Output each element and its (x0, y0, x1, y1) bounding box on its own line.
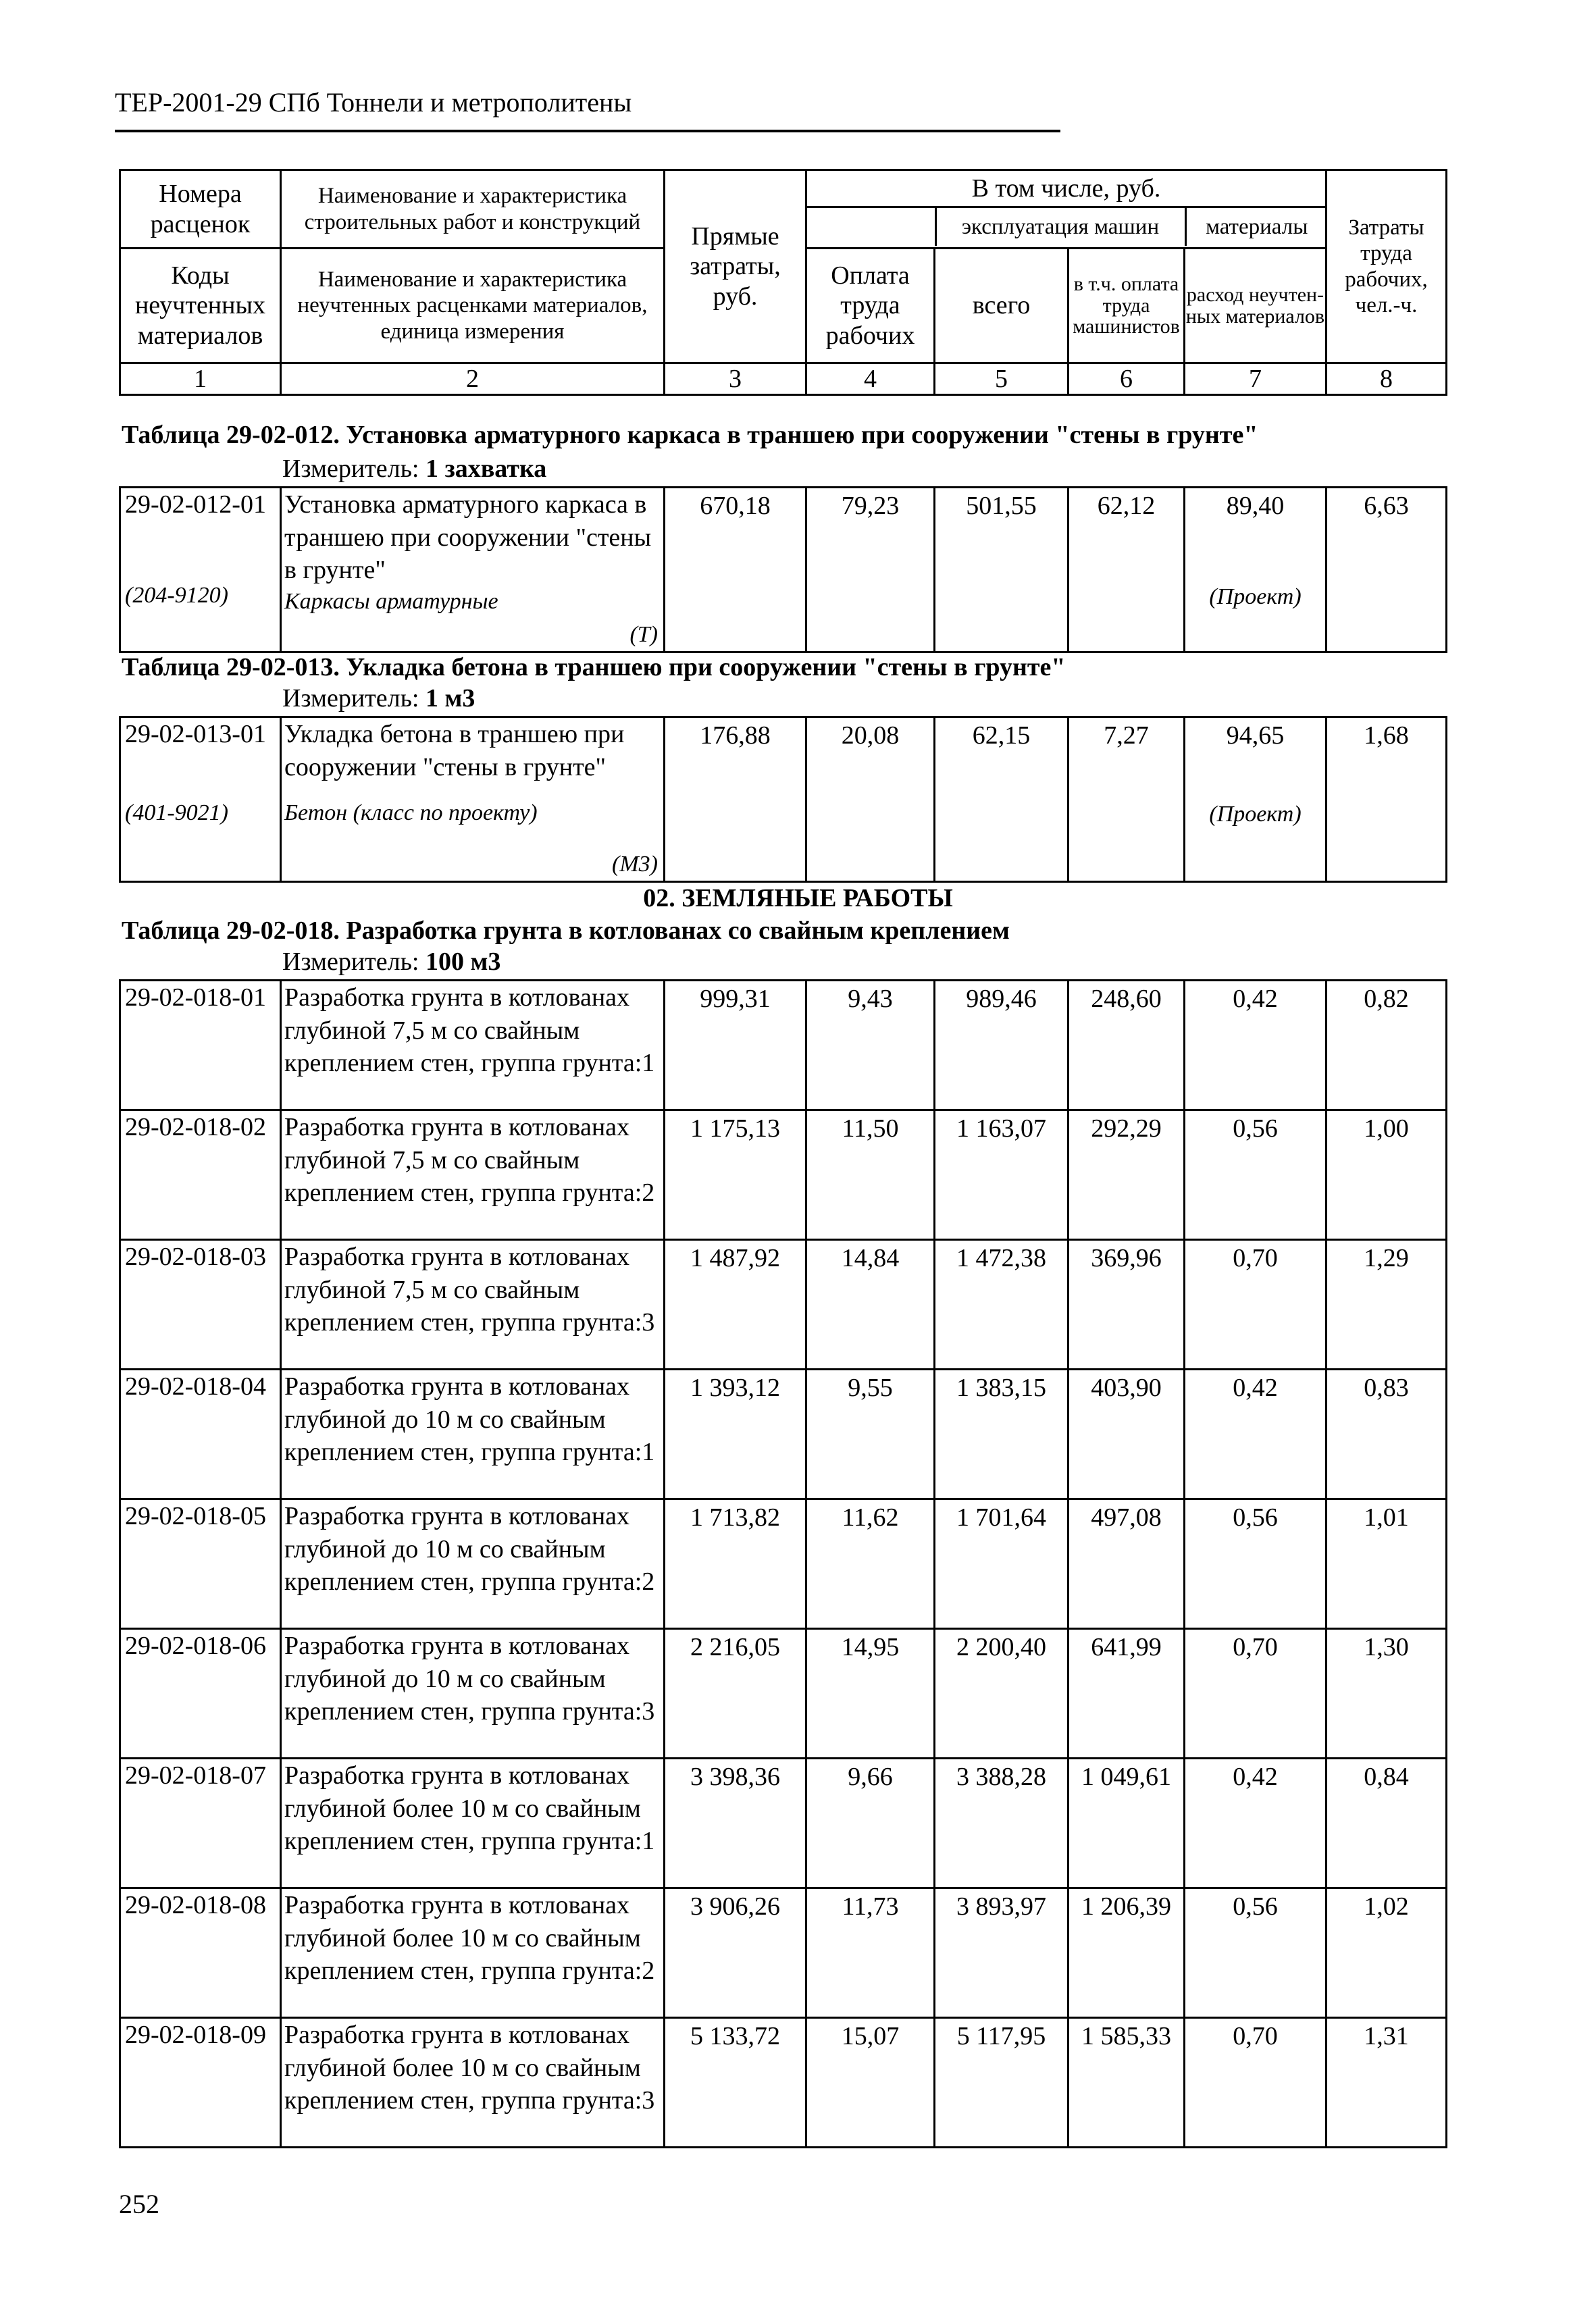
row-description: Разработка грунта в котлованах глубиной более 10 м со свайным креплением стен, группа грунта:2 (281, 1888, 665, 2018)
section-title: 02. ЗЕМЛЯНЫЕ РАБОТЫ (643, 884, 953, 912)
row-code: 29-02-018-04 (120, 1370, 281, 1499)
machinist-pay: 497,08 (1069, 1499, 1185, 1629)
labor-hours: 1,68 (1327, 717, 1447, 882)
direct-cost: 999,31 (665, 981, 806, 1110)
machine-total: 62,15 (935, 717, 1069, 882)
materials-value: 0,56 (1185, 1110, 1327, 1240)
machinist-pay: 248,60 (1069, 981, 1185, 1110)
materials-value: 89,40 (1226, 492, 1285, 520)
header-col5: всего (935, 249, 1069, 363)
row-description: Разработка грунта в котлованах глубиной 7,5 м со свайным креплением стен, группа грунта:3 (281, 1240, 665, 1370)
header-num-7: 7 (1185, 363, 1327, 395)
row-description: Разработка грунта в котлованах глубиной 7,5 м со свайным креплением стен, группа грунта:1 (281, 981, 665, 1110)
table-row (120, 2018, 1447, 2148)
header-col2-top: Наименование и характеристика строительных работ и конструкций (281, 170, 665, 249)
machine-total: 3 388,28 (935, 1759, 1069, 1888)
materials-value: 0,70 (1185, 2018, 1327, 2148)
header-num-4: 4 (806, 363, 935, 395)
machinist-pay: 1 049,61 (1069, 1759, 1185, 1888)
table-row (120, 1370, 1447, 1499)
header-num-6: 6 (1069, 363, 1185, 395)
table-018-measure: Измеритель: 100 м3 (282, 948, 501, 976)
header-col1-top: Номера расценок (120, 170, 281, 249)
machine-total: 1 701,64 (935, 1499, 1069, 1629)
row-code: 29-02-018-07 (120, 1759, 281, 1888)
material-code: (401-9021) (125, 800, 228, 825)
machine-total: 3 893,97 (935, 1888, 1069, 2018)
materials-value: 0,42 (1185, 1370, 1327, 1499)
table-013-title: Таблица 29-02-013. Укладка бетона в траншею при сооружении "стены в грунте" (122, 653, 1066, 681)
machinist-pay: 1 585,33 (1069, 2018, 1185, 2148)
direct-cost: 1 393,12 (665, 1370, 806, 1499)
material-name: Бетон (класс по проекту) (284, 800, 538, 826)
materials-value: 0,42 (1185, 981, 1327, 1110)
row-code: 29-02-013-01 (125, 720, 266, 748)
header-col1-bottom: Коды неучтенных материалов (120, 249, 281, 363)
labor-pay: 11,73 (806, 1888, 935, 2018)
header-rule (115, 130, 1060, 132)
machinist-pay: 369,96 (1069, 1240, 1185, 1370)
labor-hours: 6,63 (1327, 488, 1447, 652)
labor-hours: 1,01 (1327, 1499, 1447, 1629)
direct-cost: 5 133,72 (665, 2018, 806, 2148)
table-018-title: Таблица 29-02-018. Разработка грунта в котлованах со свайным креплением (122, 916, 1010, 945)
labor-pay: 9,55 (806, 1370, 935, 1499)
labor-hours: 0,82 (1327, 981, 1447, 1110)
labor-pay: 14,95 (806, 1629, 935, 1759)
row-description: Разработка грунта в котлованах глубиной до 10 м со свайным креплением стен, группа грунта:1 (281, 1370, 665, 1499)
table-018 (119, 979, 1447, 2148)
labor-pay: 14,84 (806, 1240, 935, 1370)
direct-cost: 1 487,92 (665, 1240, 806, 1370)
machine-total: 501,55 (935, 488, 1069, 652)
labor-pay: 20,08 (806, 717, 935, 882)
labor-pay: 79,23 (806, 488, 935, 652)
machinist-pay: 7,27 (1069, 717, 1185, 882)
row-code: 29-02-018-02 (120, 1110, 281, 1240)
materials-value: 0,56 (1185, 1888, 1327, 2018)
direct-cost: 2 216,05 (665, 1629, 806, 1759)
table-row (120, 717, 1447, 882)
header-num-1: 1 (120, 363, 281, 395)
direct-cost: 3 906,26 (665, 1888, 806, 2018)
materials-value: 0,56 (1185, 1499, 1327, 1629)
header-col2-bottom: Наименование и характеристика неучтенных расценками материалов, единица измерения (281, 249, 665, 363)
header-col6: в т.ч. оплата труда машинистов (1069, 249, 1185, 363)
material-quantity: (Проект) (1209, 584, 1302, 609)
direct-cost: 670,18 (665, 488, 806, 652)
labor-hours: 1,29 (1327, 1240, 1447, 1370)
machine-total: 1 383,15 (935, 1370, 1069, 1499)
row-description: Укладка бетона в траншею при сооружении "стены в грунте" (284, 720, 625, 781)
header-num-2: 2 (281, 363, 665, 395)
labor-pay: 11,50 (806, 1110, 935, 1240)
table-row (120, 1110, 1447, 1240)
labor-hours: 1,02 (1327, 1888, 1447, 2018)
row-code: 29-02-018-08 (120, 1888, 281, 2018)
material-unit: (М3) (612, 852, 658, 877)
labor-pay: 9,43 (806, 981, 935, 1110)
header-num-3: 3 (665, 363, 806, 395)
labor-hours: 1,30 (1327, 1629, 1447, 1759)
table-row (120, 1499, 1447, 1629)
direct-cost: 176,88 (665, 717, 806, 882)
table-row (120, 981, 1447, 1110)
header-machines: эксплуатация машин (935, 208, 1185, 246)
table-013 (119, 716, 1447, 883)
machinist-pay: 292,29 (1069, 1110, 1185, 1240)
machinist-pay: 403,90 (1069, 1370, 1185, 1499)
header-num-5: 5 (935, 363, 1069, 395)
header-col7: расход неучтен-ных материалов (1185, 249, 1327, 363)
material-unit: (Т) (629, 622, 658, 648)
machine-total: 989,46 (935, 981, 1069, 1110)
machinist-pay: 641,99 (1069, 1629, 1185, 1759)
header-col3: Прямые затраты, руб. (665, 170, 806, 363)
machine-total: 5 117,95 (935, 2018, 1069, 2148)
table-row (120, 1888, 1447, 2018)
row-code: 29-02-018-01 (120, 981, 281, 1110)
direct-cost: 1 713,82 (665, 1499, 806, 1629)
header-num-8: 8 (1327, 363, 1447, 395)
material-code: (204-9120) (125, 582, 228, 608)
page-header-title: ТЕР-2001-29 СПб Тоннели и метрополитены (115, 87, 632, 118)
row-code: 29-02-018-09 (120, 2018, 281, 2148)
header-group: В том числе, руб. (807, 171, 1325, 208)
direct-cost: 3 398,36 (665, 1759, 806, 1888)
material-quantity: (Проект) (1209, 801, 1302, 827)
row-code: 29-02-018-05 (120, 1499, 281, 1629)
labor-pay: 11,62 (806, 1499, 935, 1629)
table-row (120, 488, 1447, 652)
machinist-pay: 1 206,39 (1069, 1888, 1185, 2018)
row-description: Разработка грунта в котлованах глубиной 7,5 м со свайным креплением стен, группа грунта:2 (281, 1110, 665, 1240)
row-description: Разработка грунта в котлованах глубиной до 10 м со свайным креплением стен, группа грунта:2 (281, 1499, 665, 1629)
table-row (120, 1240, 1447, 1370)
direct-cost: 1 175,13 (665, 1110, 806, 1240)
row-code: 29-02-018-03 (120, 1240, 281, 1370)
table-012-measure: Измеритель: 1 захватка (282, 455, 547, 483)
header-materials: материалы (1206, 214, 1308, 239)
header-col4: Оплата труда рабочих (806, 249, 935, 363)
table-013-measure: Измеритель: 1 м3 (282, 684, 475, 713)
materials-value: 0,70 (1185, 1240, 1327, 1370)
labor-hours: 1,00 (1327, 1110, 1447, 1240)
table-row (120, 1629, 1447, 1759)
column-header-table (119, 169, 1447, 396)
table-012-title: Таблица 29-02-012. Установка арматурного каркаса в траншею при сооружении "стены в грунте" (122, 421, 1258, 449)
header-col8: Затраты труда рабочих, чел.-ч. (1327, 170, 1447, 363)
labor-pay: 9,66 (806, 1759, 935, 1888)
machine-total: 1 163,07 (935, 1110, 1069, 1240)
table-row (120, 1759, 1447, 1888)
materials-value: 0,42 (1185, 1759, 1327, 1888)
machinist-pay: 62,12 (1069, 488, 1185, 652)
machine-total: 2 200,40 (935, 1629, 1069, 1759)
labor-hours: 0,83 (1327, 1370, 1447, 1499)
row-code: 29-02-018-06 (120, 1629, 281, 1759)
labor-hours: 1,31 (1327, 2018, 1447, 2148)
row-description: Разработка грунта в котлованах глубиной более 10 м со свайным креплением стен, группа грунта:1 (281, 1759, 665, 1888)
machine-total: 1 472,38 (935, 1240, 1069, 1370)
material-name: Каркасы арматурные (284, 588, 498, 614)
row-description: Разработка грунта в котлованах глубиной более 10 м со свайным креплением стен, группа грунта:3 (281, 2018, 665, 2148)
table-012 (119, 486, 1447, 653)
row-code: 29-02-012-01 (125, 490, 266, 519)
labor-pay: 15,07 (806, 2018, 935, 2148)
labor-hours: 0,84 (1327, 1759, 1447, 1888)
row-description: Установка арматурного каркаса в траншею при сооружении "стены в грунте" (284, 490, 652, 585)
row-description: Разработка грунта в котлованах глубиной до 10 м со свайным креплением стен, группа грунта:3 (281, 1629, 665, 1759)
page-number: 252 (119, 2189, 159, 2219)
materials-value: 94,65 (1226, 721, 1285, 750)
materials-value: 0,70 (1185, 1629, 1327, 1759)
